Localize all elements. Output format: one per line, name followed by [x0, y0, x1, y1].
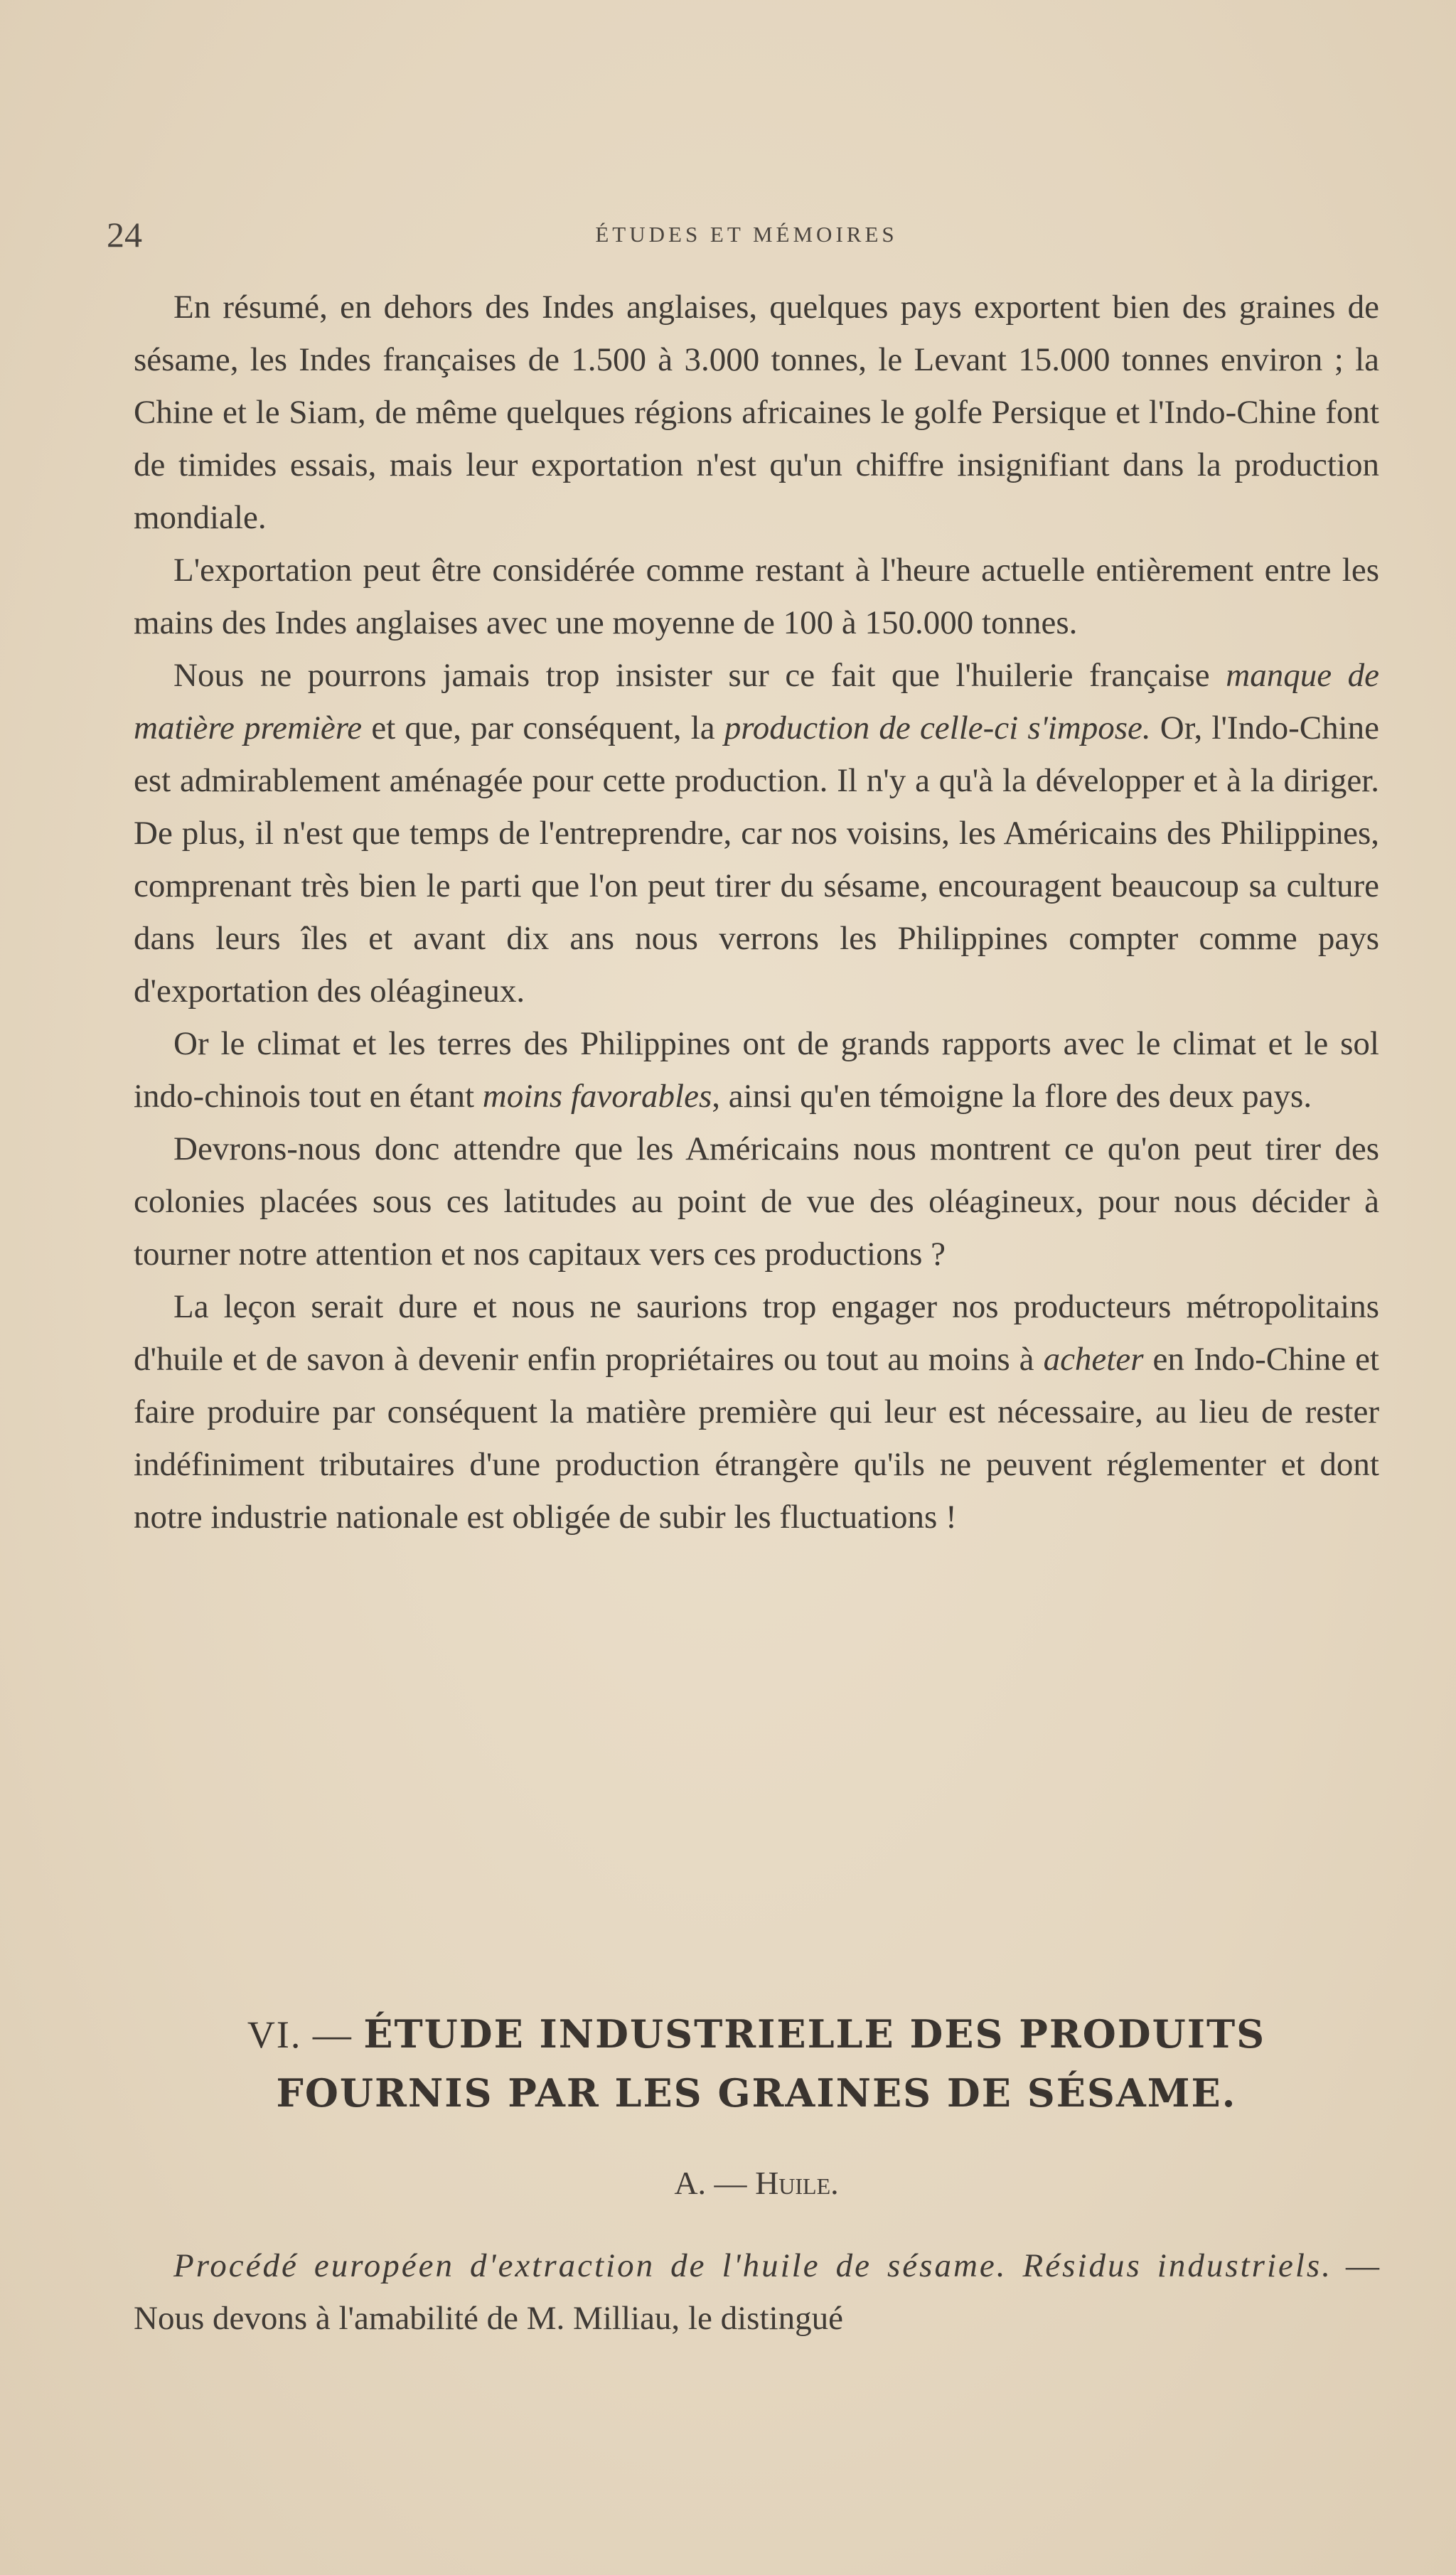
- text-run: et que, par conséquent, la: [362, 710, 724, 746]
- final-paragraph-block: [134, 2239, 1379, 2345]
- section-title-line-1: [134, 2005, 1379, 2064]
- text-run: Or le climat et les terres des Philippines ont de grands rapports avec le climat et le sol indo-chinois tout en étant: [134, 1025, 1379, 1115]
- paragraph-summary: En résumé, en dehors des Indes anglaises, quelques pays exportent bien des graines de sésame, les Indes françaises de 1.500 à 3.000 tonnes, le Levant 15.000 tonnes environ ; la Chine et le Siam, de même quelques régions africaines le golfe Persique et l'Indo-Chine font de timides essais, mais leur exportation n'est qu'un chiffre insignifiant dans la production mondiale.: [134, 289, 1379, 536]
- emphasis-text: production de celle-ci s'impose.: [724, 710, 1151, 746]
- section-heading: [134, 2005, 1379, 2122]
- emphasis-text: acheter: [1043, 1341, 1144, 1378]
- paragraph-lecon: [134, 1280, 1379, 1543]
- text-run: Or, l'Indo-Chine est admirablement aménagée pour cette production. Il n'y a qu'à la développer et à la diriger. De plus, il n'est que temps de l'entreprendre, car nos voisins, les Américains des Philippines, comprenant très bien le parti que l'on peut tirer du sésame, encouragent beaucoup sa culture dans leurs îles et avant dix ans nous verrons les Philippines compter comme pays d'exportation des oléagineux.: [134, 710, 1379, 1010]
- paragraph-exportation: L'exportation peut être considérée comme restant à l'heure actuelle entièrement entre les mains des Indes anglaises avec une moyenne de 100 à 150.000 tonnes.: [134, 552, 1379, 641]
- subsection-heading: [134, 2158, 1379, 2208]
- body-text: [134, 281, 1379, 1543]
- subsection-title: Huile.: [755, 2165, 839, 2201]
- text-run: Nous ne pourrons jamais trop insister sur ce fait que l'huilerie française: [173, 657, 1226, 694]
- paragraph-procede: [134, 2239, 1379, 2345]
- subsection-letter: A. —: [674, 2165, 756, 2201]
- emphasis-text: manque de matière première: [134, 657, 1380, 746]
- section-title-line-2: FOURNIS PAR LES GRAINES DE SÉSAME.: [276, 2070, 1237, 2116]
- text-run: La leçon serait dure et nous ne saurions trop engager nos producteurs métropolitains d'huile et de savon à devenir enfin propriétaires ou tout au moins à: [134, 1288, 1379, 1378]
- text-run: , ainsi qu'en témoigne la flore des deux pays.: [712, 1078, 1312, 1115]
- text-run: — Nous devons à l'amabilité de M. Milliau, le distingué: [134, 2247, 1380, 2337]
- emphasis-text: moins favorables: [482, 1078, 712, 1115]
- section-title-text: ÉTUDE INDUSTRIELLE DES PRODUITS: [363, 2011, 1266, 2057]
- running-head: [107, 213, 1386, 256]
- paragraph-climat: [134, 1017, 1379, 1123]
- paragraph-huilerie: [134, 649, 1379, 1017]
- paragraph-question: Devrons-nous donc attendre que les Américains nous montrent ce qu'on peut tirer des colonies placées sous ces latitudes au point de vue des oléagineux, pour nous décider à tourner notre attention et nos capitaux vers ces productions ?: [134, 1130, 1379, 1273]
- page-number: 24: [107, 215, 142, 255]
- journal-title: ÉTUDES ET MÉMOIRES: [595, 222, 898, 247]
- section-number: VI. —: [247, 2013, 364, 2056]
- text-run: en Indo-Chine et faire produire par conséquent la matière première qui leur est nécessaire, au lieu de rester indéfiniment tributaires d'une production étrangère qu'ils ne peuvent réglementer et dont notre industrie nationale est obligée de subir les fluctuations !: [134, 1341, 1379, 1536]
- emphasis-text: Procédé européen d'extraction de l'huile de sésame. Résidus industriels.: [173, 2247, 1332, 2284]
